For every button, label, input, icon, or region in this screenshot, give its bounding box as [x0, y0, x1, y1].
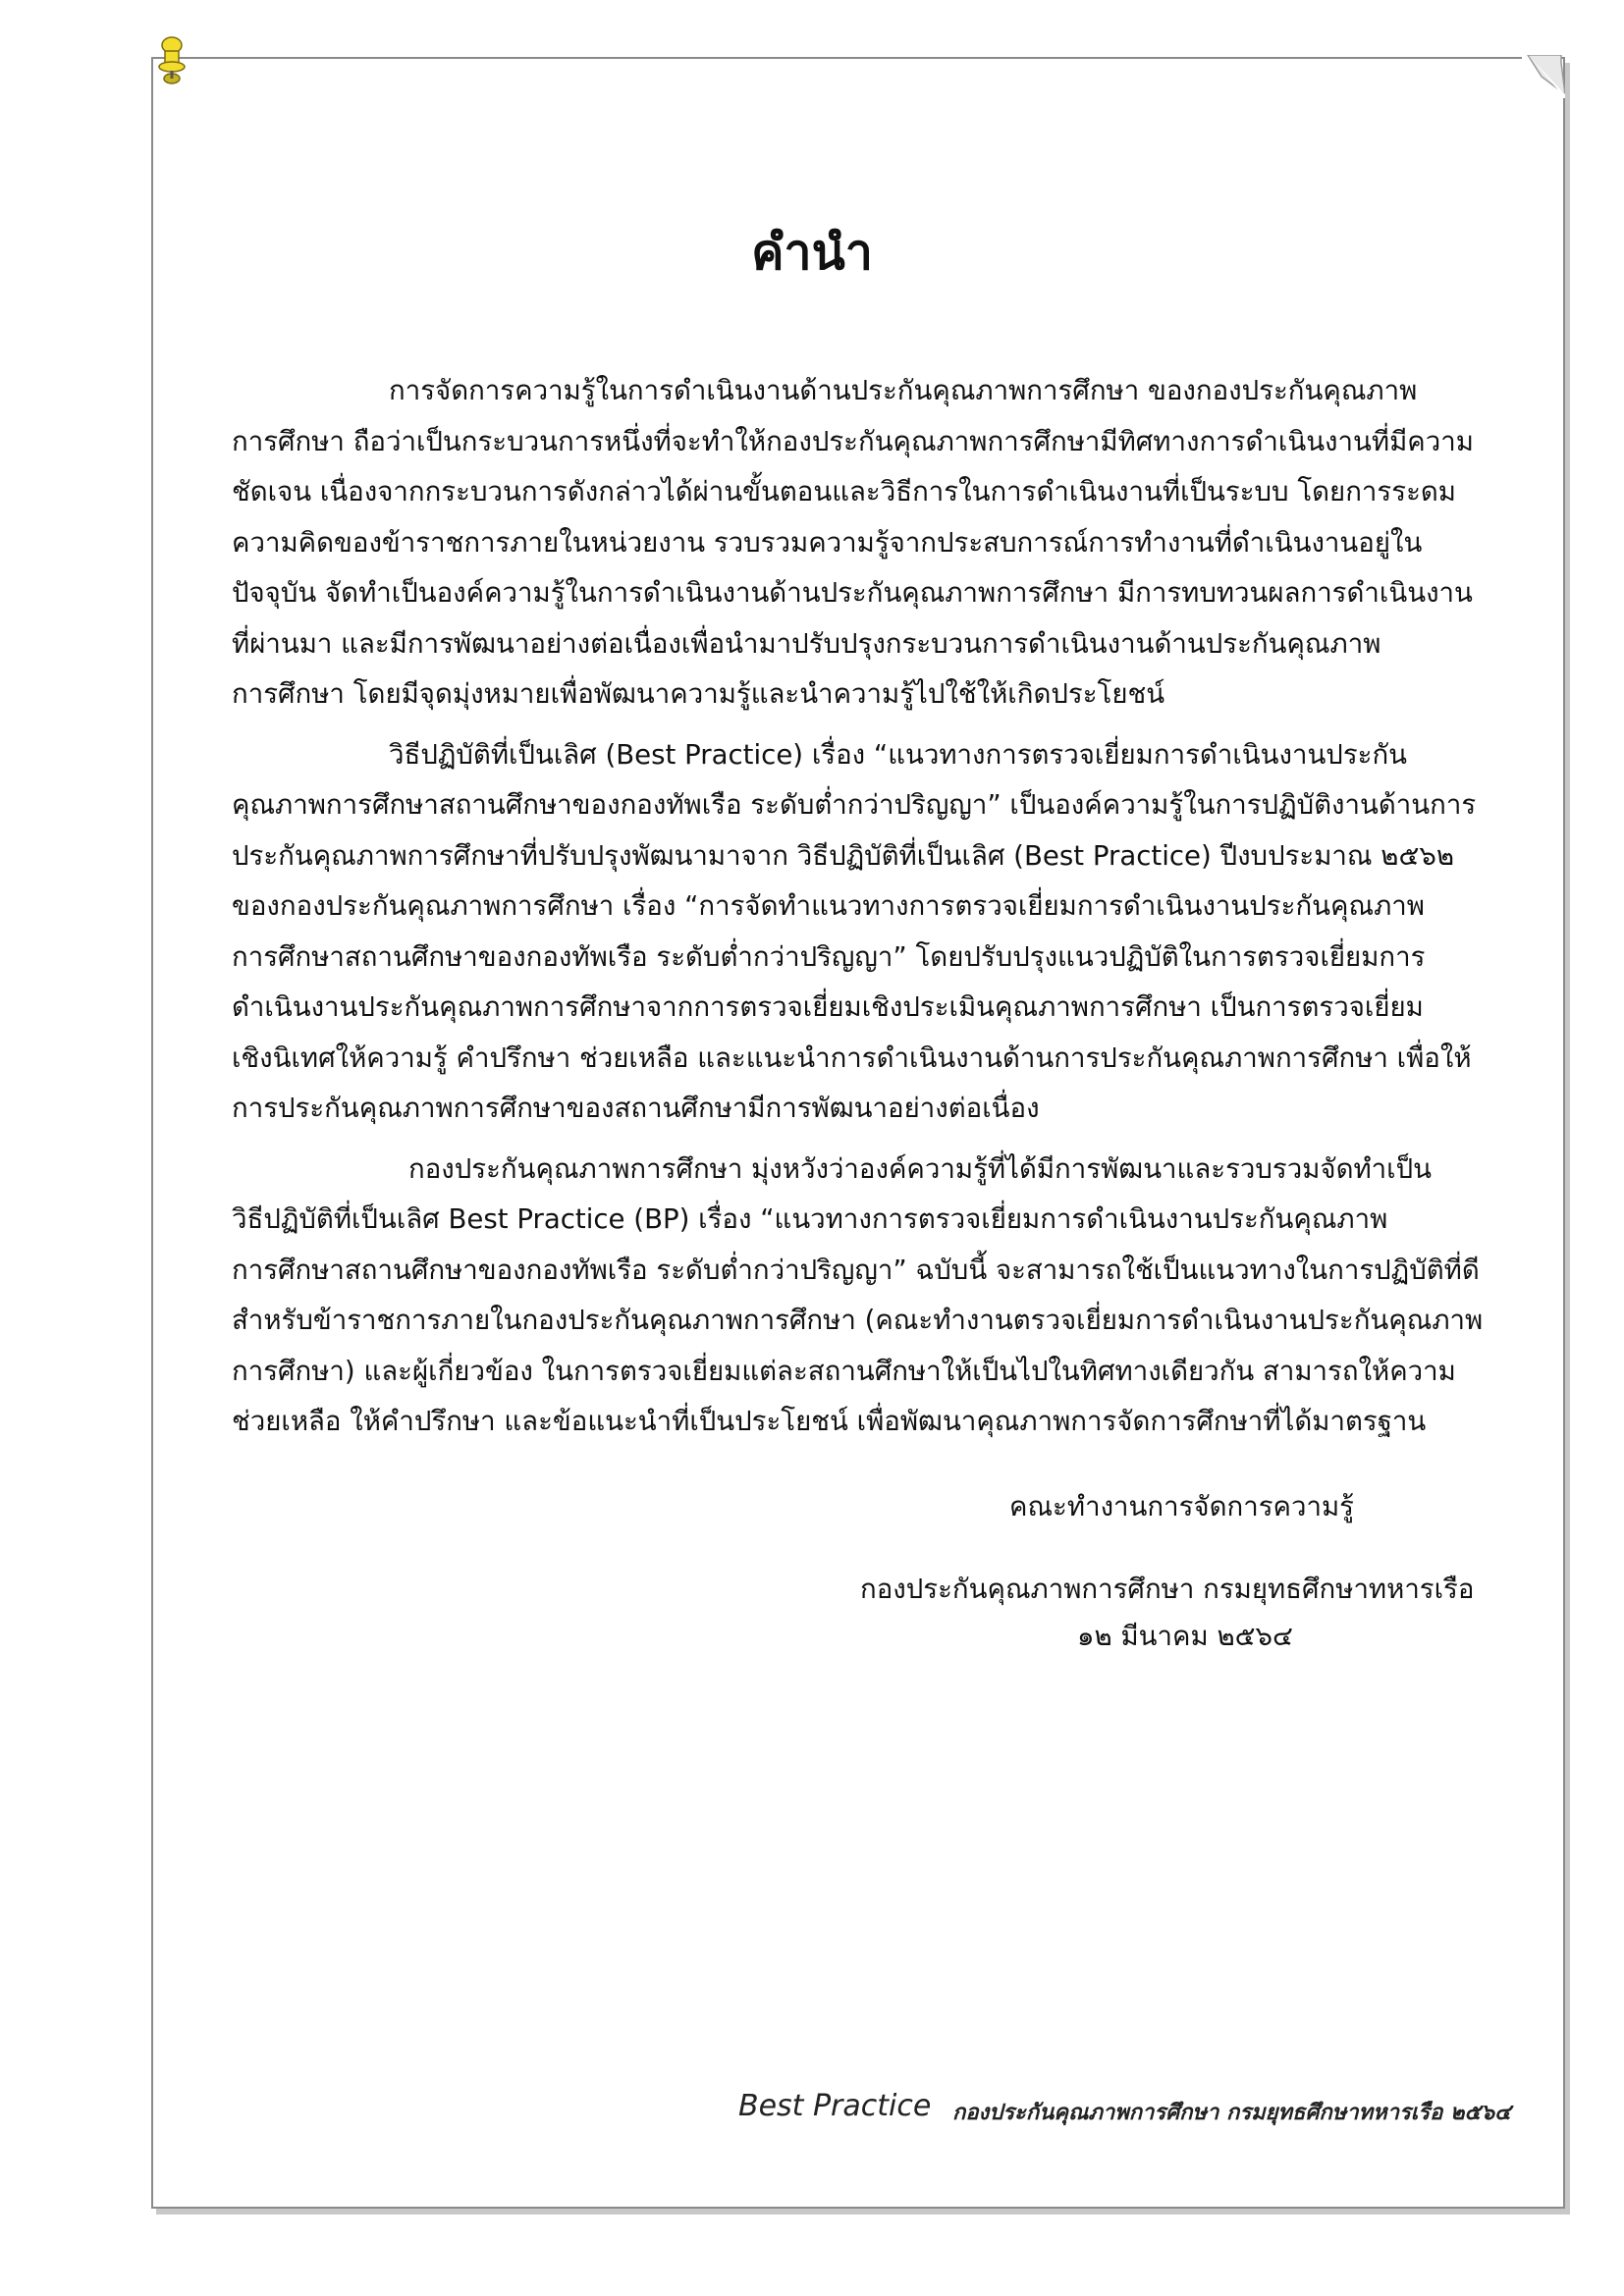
page-fold-icon: [1522, 55, 1565, 98]
footer-label: Best Practice: [738, 2089, 932, 2123]
paragraph-line: ดำเนินงานประกันคุณภาพการศึกษาจากการตรวจเยี่ยมเชิงประเมินคุณภาพการศึกษา เป็นการตรวจเยี่ยม: [232, 990, 1424, 1023]
paragraph-line: ชัดเจน เนื่องจากกระบวนการดังกล่าวได้ผ่านขั้นตอนและวิธีการในการดำเนินงานที่เป็นระบบ โดยการระดม: [232, 475, 1457, 507]
paragraph-1: [232, 365, 1481, 720]
paragraph-line: เชิงนิเทศให้ความรู้ คำปรึกษา ช่วยเหลือ และแนะนำการดำเนินงานด้านการประกันคุณภาพการศึกษา เพื่อให้: [232, 1041, 1472, 1074]
paragraph-line: การจัดการความรู้ในการดำเนินงานด้านประกันคุณภาพการศึกษา ของกองประกันคุณภาพ: [389, 374, 1418, 406]
page-title: คำนำ: [751, 224, 873, 281]
paragraph-line: การศึกษาสถานศึกษาของกองทัพเรือ ระดับต่ำกว่าปริญญา” โดยปรับปรุงแนวปฏิบัติในการตรวจเยี่ยมการ: [232, 939, 1426, 973]
paragraph-line: ประกันคุณภาพการศึกษาที่ปรับปรุงพัฒนามาจาก วิธีปฏิบัติที่เป็นเลิศ (Best Practice) ปีงบประมาณ ๒๕๖๒: [232, 838, 1455, 872]
signature-team: คณะทำงานการจัดการความรู้: [1009, 1490, 1354, 1522]
paragraph-line: ที่ผ่านมา และมีการพัฒนาอย่างต่อเนื่องเพื่อนำมาปรับปรุงกระบวนการดำเนินงานด้านประกันคุณภาพ: [232, 626, 1381, 660]
paragraph-line: ความคิดของข้าราชการภายในหน่วยงาน รวบรวมความรู้จากประสบการณ์การทำงานที่ดำเนินงานอยู่ใน: [232, 525, 1423, 559]
paragraph-line: การศึกษาสถานศึกษาของกองทัพเรือ ระดับต่ำกว่าปริญญา” ฉบับนี้ จะสามารถใช้เป็นแนวทางในการปฏิบัติที่ดี: [232, 1253, 1480, 1286]
paragraph-3: [232, 1144, 1484, 1447]
paragraph-line: วิธีปฏิบัติที่เป็นเลิศ Best Practice (BP) เรื่อง “แนวทางการตรวจเยี่ยมการดำเนินงานประกันคุณภาพ: [232, 1202, 1388, 1235]
paragraph-line: การศึกษา โดยมีจุดมุ่งหมายเพื่อพัฒนาความรู้และนำความรู้ไปใช้ให้เกิดประโยชน์: [232, 677, 1165, 710]
signature-organization: กองประกันคุณภาพการศึกษา กรมยุทธศึกษาทหารเรือ: [860, 1573, 1475, 1605]
paragraph-line: คุณภาพการศึกษาสถานศึกษาของกองทัพเรือ ระดับต่ำกว่าปริญญา” เป็นองค์ความรู้ในการปฏิบัติงานด้านการ: [232, 788, 1477, 821]
paragraph-line: ปัจจุบัน จัดทำเป็นองค์ความรู้ในการดำเนินงานด้านประกันคุณภาพการศึกษา มีการทบทวนผลการดำเนินงาน: [232, 576, 1473, 609]
pushpin-icon: [153, 35, 190, 94]
paragraph-line: การศึกษา ถือว่าเป็นกระบวนการหนึ่งที่จะทำให้กองประกันคุณภาพการศึกษามีทิศทางการดำเนินงานที่มีความ: [232, 424, 1474, 457]
paragraph-line: การประกันคุณภาพการศึกษาของสถานศึกษามีการพัฒนาอย่างต่อเนื่อง: [232, 1092, 1040, 1124]
signature-date: ๑๒ มีนาคม ๒๕๖๔: [1077, 1620, 1293, 1652]
paragraph-line: ช่วยเหลือ ให้คำปรึกษา และข้อแนะนำที่เป็นประโยชน์ เพื่อพัฒนาคุณภาพการจัดการศึกษาที่ได้มาตรฐาน: [232, 1405, 1427, 1437]
paragraph-line: การศึกษา) และผู้เกี่ยวข้อง ในการตรวจเยี่ยมแต่ละสถานศึกษาให้เป็นไปในทิศทางเดียวกัน สามารถให้ความ: [232, 1354, 1456, 1387]
paragraph-line: กองประกันคุณภาพการศึกษา มุ่งหวังว่าองค์ความรู้ที่ได้มีการพัฒนาและรวบรวมจัดทำเป็น: [408, 1151, 1432, 1185]
preface-body: [232, 365, 1484, 1457]
paragraph-line: สำหรับข้าราชการภายในกองประกันคุณภาพการศึกษา (คณะทำงานตรวจเยี่ยมการดำเนินงานประกันคุณภาพ: [232, 1304, 1484, 1336]
paragraph-line: วิธีปฏิบัติที่เป็นเลิศ (Best Practice) เรื่อง “แนวทางการตรวจเยี่ยมการดำเนินงานประกัน: [389, 737, 1408, 771]
paragraph-2: [232, 729, 1481, 1134]
paragraph-line: ของกองประกันคุณภาพการศึกษา เรื่อง “การจัดทำแนวทางการตรวจเยี่ยมการดำเนินงานประกันคุณภาพ: [232, 889, 1425, 922]
footer-organization: กองประกันคุณภาพการศึกษา กรมยุทธศึกษาทหารเรือ ๒๕๖๔: [952, 2101, 1511, 2125]
